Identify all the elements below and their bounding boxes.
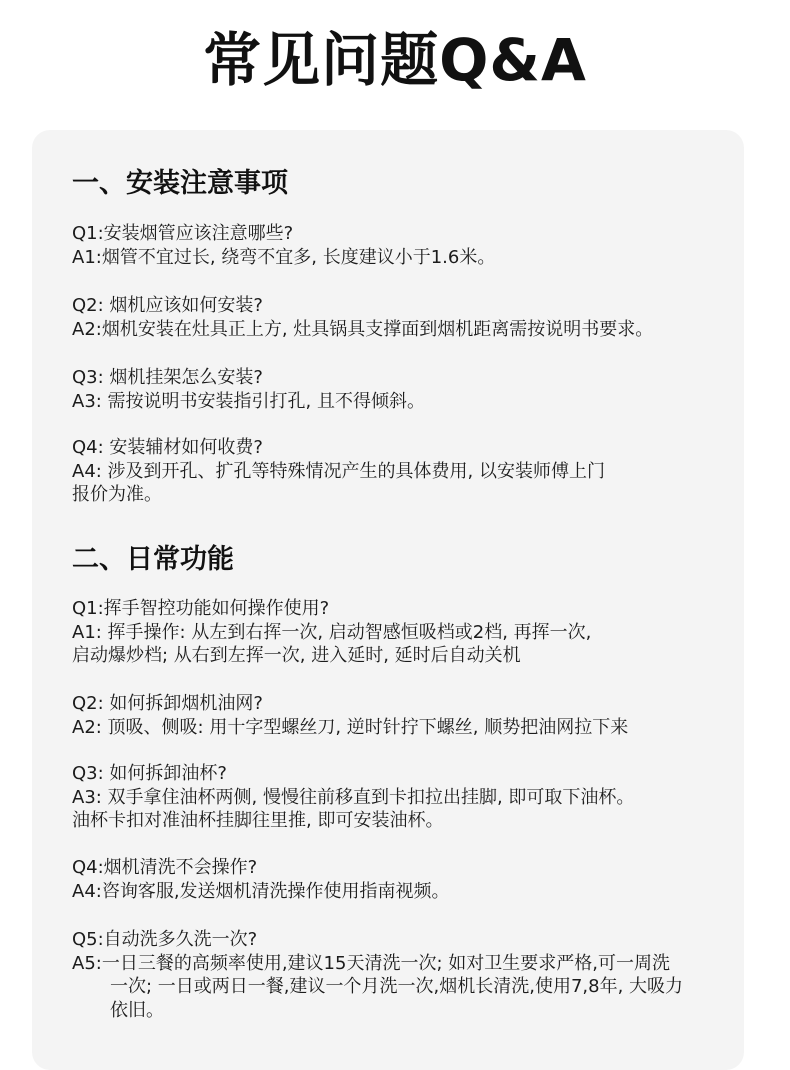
answer-text: 油杯卡扣对准油杯挂脚往里推, 即可安装油杯。: [72, 810, 444, 831]
answer-text: A1:烟管不宜过长, 绕弯不宜多, 长度建议小于1.6米。: [72, 246, 496, 268]
answer-text: 报价为准。: [72, 484, 162, 505]
question-text: Q3: 如何拆卸油杯?: [72, 763, 227, 784]
answer-text: 启动爆炒档; 从右到左挥一次, 进入延时, 延时后自动关机: [72, 645, 521, 666]
faq-item: [72, 856, 732, 903]
faq-item: [72, 294, 732, 341]
faq-item: [72, 928, 732, 1022]
question-text: Q4:烟机清洗不会操作?: [72, 857, 258, 878]
question-text: Q1:安装烟管应该注意哪些?: [72, 223, 294, 244]
faq-item: [72, 692, 732, 739]
section-heading-daily-functions: 二、日常功能: [72, 544, 234, 575]
answer-text: 依旧。: [110, 999, 164, 1021]
answer-text: A3: 需按说明书安装指引打孔, 且不得倾斜。: [72, 390, 425, 412]
faq-item: [72, 762, 732, 833]
faq-item: [72, 597, 732, 668]
faq-item: [72, 436, 732, 507]
question-text: Q5:自动洗多久洗一次?: [72, 929, 258, 950]
answer-text: A3: 双手拿住油杯两侧, 慢慢往前移直到卡扣拉出挂脚, 即可取下油杯。: [72, 786, 635, 808]
page-title: 常见问题Q&A: [203, 26, 587, 94]
answer-text: A2:烟机安装在灶具正上方, 灶具锅具支撑面到烟机距离需按说明书要求。: [72, 318, 654, 340]
faq-item: [72, 222, 732, 269]
answer-text: A1: 挥手操作: 从左到右挥一次, 启动智感恒吸档或2档, 再挥一次,: [72, 621, 592, 643]
section-heading-installation: 一、安装注意事项: [72, 168, 288, 199]
question-text: Q3: 烟机挂架怎么安装?: [72, 367, 263, 388]
answer-text: A2: 顶吸、侧吸: 用十字型螺丝刀, 逆时针拧下螺丝, 顺势把油网拉下来: [72, 716, 629, 738]
question-text: Q2: 如何拆卸烟机油网?: [72, 693, 263, 714]
question-text: Q4: 安装辅材如何收费?: [72, 437, 263, 458]
faq-card: [32, 130, 744, 1070]
answer-text: 一次; 一日或两日一餐,建议一个月洗一次,烟机长清洗,使用7,8年, 大吸力: [110, 976, 684, 997]
question-text: Q1:挥手智控功能如何操作使用?: [72, 598, 330, 619]
answer-text: A5:一日三餐的高频率使用,建议15天清洗一次; 如对卫生要求严格,可一周洗: [72, 952, 670, 974]
answer-text: A4:咨询客服,发送烟机清洗操作使用指南视频。: [72, 880, 450, 902]
answer-text: A4: 涉及到开孔、扩孔等特殊情况产生的具体费用, 以安装师傅上门: [72, 460, 605, 482]
faq-item: [72, 366, 732, 413]
question-text: Q2: 烟机应该如何安装?: [72, 295, 263, 316]
